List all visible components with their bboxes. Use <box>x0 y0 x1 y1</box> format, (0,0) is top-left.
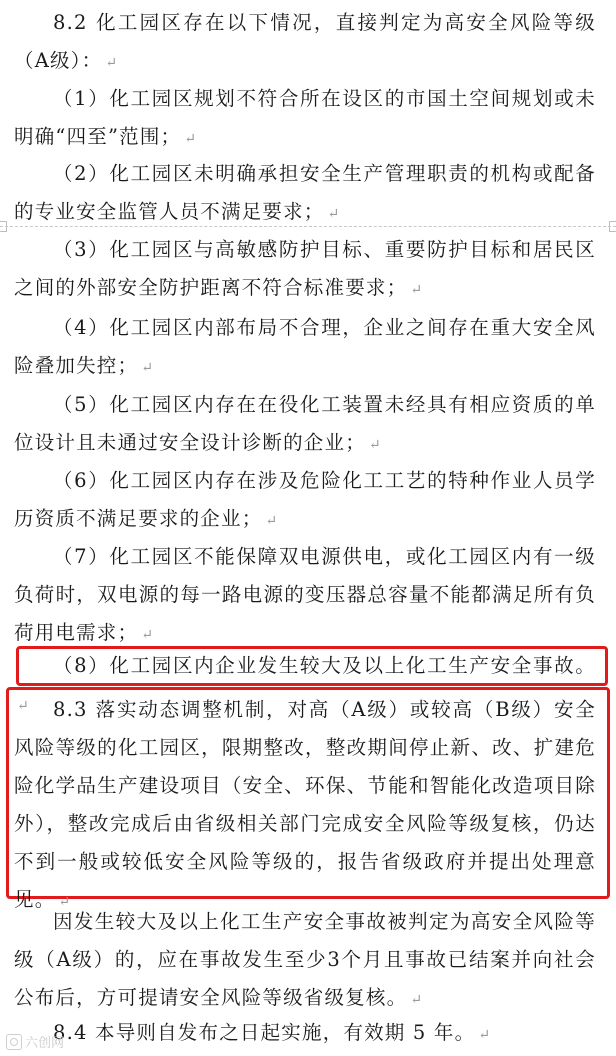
watermark-logo-icon <box>6 1034 22 1050</box>
paragraph-text: （7）化工园区不能保障双电源供电，或化工园区内有一级负荷时，双电源的每一路电源的变压器总容量不能都满足所有负荷用电需求； <box>14 545 596 644</box>
paragraph-mark-icon: ↵ <box>17 698 29 714</box>
paragraph-mark-icon: ↵ <box>141 360 153 376</box>
paragraph-item-2 <box>14 155 596 233</box>
paragraph-text: （2）化工园区未明确承担安全生产管理职责的机构或配备的专业安全监管人员不满足要求； <box>14 162 596 223</box>
paragraph-8-2 <box>14 4 596 82</box>
paragraph-mark-icon: ↵ <box>141 627 153 643</box>
paragraph-mark-icon: ↵ <box>184 131 196 147</box>
watermark <box>6 1032 64 1051</box>
paragraph-item-6 <box>14 462 596 540</box>
paragraph-text: （6）化工园区内存在涉及危险化工工艺的特种作业人员学历资质不满足要求的企业； <box>14 469 596 530</box>
paragraph-8-3 <box>14 691 596 921</box>
paragraph-review-note <box>14 903 596 1019</box>
paragraph-mark-icon: ↵ <box>265 513 278 529</box>
paragraph-8-4 <box>14 1014 596 1054</box>
paragraph-item-4 <box>14 309 596 387</box>
paragraph-item-3 <box>14 231 596 309</box>
watermark-text: 六创网 <box>25 1036 65 1051</box>
paragraph-text: （8）化工园区内企业发生较大及以上化工生产安全事故。 <box>53 654 596 677</box>
paragraph-text: （3）化工园区与高敏感防护目标、重要防护目标和居民区之间的外部安全防护距离不符合标准要求； <box>14 238 596 299</box>
paragraph-item-5 <box>14 386 596 464</box>
paragraph-item-7 <box>14 538 596 654</box>
paragraph-mark-icon: ↵ <box>327 206 340 222</box>
paragraph-text: 8.4 本导则自发布之日起实施，有效期 5 年。 <box>53 1021 476 1044</box>
paragraph-mark-icon: ↵ <box>410 282 423 298</box>
paragraph-mark-icon: ↵ <box>58 894 71 910</box>
paragraph-text: （1）化工园区规划不符合所在设区的市国土空间规划或未明确“四至”范围； <box>14 87 596 148</box>
paragraph-text: 8.3 落实动态调整机制，对高（A级）或较高（B级）安全风险等级的化工园区，限期整改，整改期间停止新、改、扩建危险化学品生产建设项目（安全、环保、节能和智能化改造项目除外），整改完成后由省级相关部门完成安全风险等级复核，仍达不到一般或较低安全风险等级的，报告省级政府并提出处理意见。 <box>14 698 596 911</box>
paragraph-text: 8.2 化工园区存在以下情况，直接判定为高安全风险等级（A级）： <box>14 11 596 72</box>
paragraph-mark-icon: ↵ <box>478 1027 491 1043</box>
paragraph-mark-icon: ↵ <box>410 992 423 1008</box>
paragraph-text: （5）化工园区内存在在役化工装置未经具有相应资质的单位设计且未通过安全设计诊断的企业； <box>14 393 596 454</box>
paragraph-text: （4）化工园区内部布局不合理，企业之间存在重大安全风险叠加失控； <box>14 316 596 377</box>
paragraph-mark-icon: ↵ <box>105 55 118 71</box>
paragraph-mark-icon: ↵ <box>368 437 381 453</box>
paragraph-text: 因发生较大及以上化工生产安全事故被判定为高安全风险等级（A级）的，应在事故发生至少3个月且事故已结案并向社会公布后，方可提请安全风险等级省级复核。 <box>14 910 596 1009</box>
paragraph-item-1 <box>14 80 596 158</box>
